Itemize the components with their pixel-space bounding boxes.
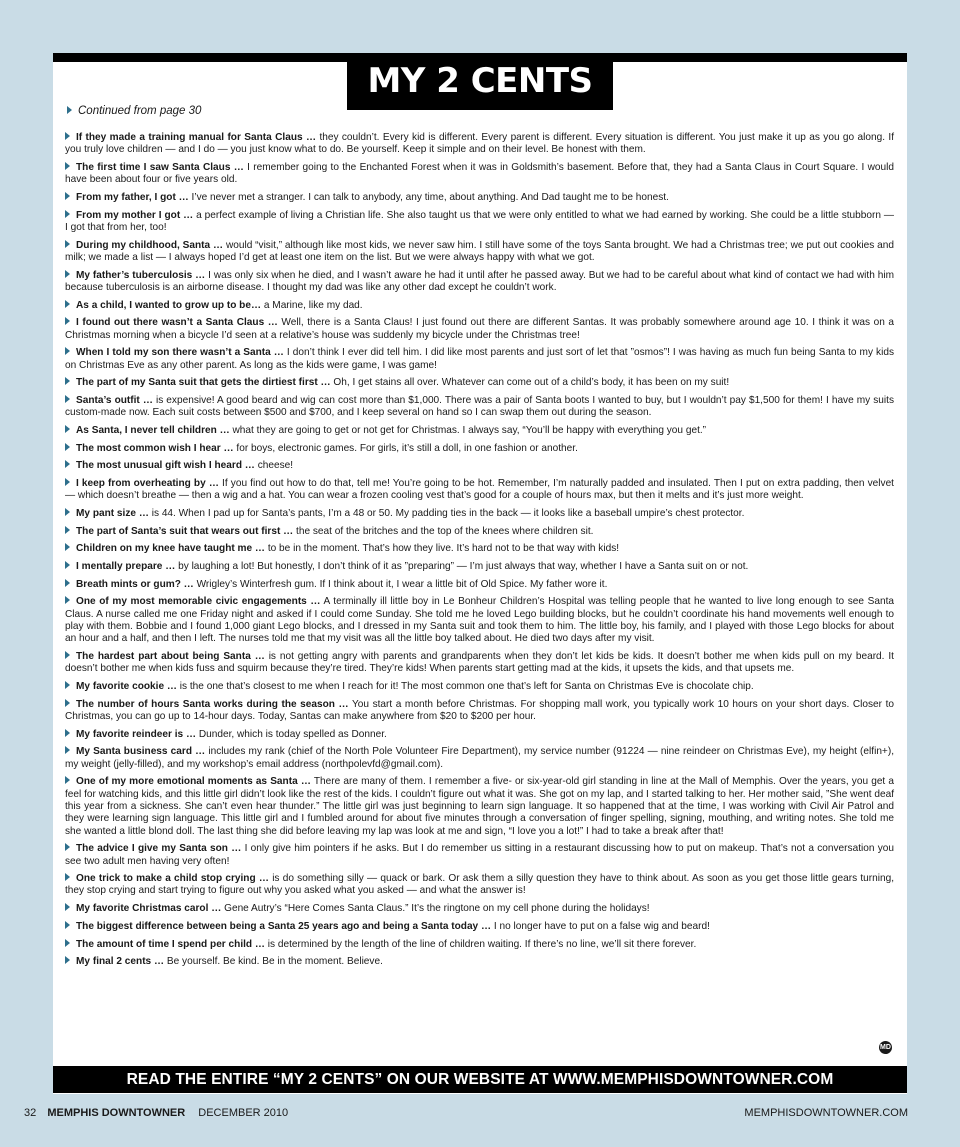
arrow-icon (65, 443, 70, 451)
footer-left (24, 1107, 288, 1119)
qa-lead: The hardest part about being Santa … (76, 651, 265, 662)
footer-website[interactable]: MEMPHISDOWNTOWNER.COM (744, 1107, 908, 1119)
qa-item (65, 192, 894, 204)
qa-item (65, 240, 894, 265)
qa-item (65, 921, 894, 933)
qa-answer: Be yourself. Be kind. Be in the moment. Believe. (164, 956, 383, 968)
arrow-icon (65, 746, 70, 754)
qa-lead: The part of my Santa suit that gets the dirtiest first … (76, 377, 331, 389)
qa-answer: they couldn’t. Every kid is different. Every parent is different. Every situation is different. You just make it up as you go along. If you truly love children — and I do — you just know what to do. Be yourself. Keep it simple and on their level. Be honest with them. (65, 132, 895, 156)
qa-lead: From my mother I got … (76, 209, 194, 221)
arrow-icon (65, 729, 70, 737)
qa-item (65, 776, 894, 837)
arrow-icon (65, 210, 70, 218)
qa-item (65, 651, 894, 676)
qa-answer: There are many of them. I remember a five- or six-year-old girl standing in line at the Mall of Memphis. Over the years, you get a feel for watching kids, and this little girl didn’t look like the rest of the kids. I couldn’t figure out what it was. She got on my lap, and I started talking to her. Her mother said, ”She went deaf this year from a sickness. She can’t even hear thunder.” The little girl was just beginning to learn sign language. It so happened that at the time, I was working with Civil Air Patrol and they were learning sign language. This little girl and I fumbled around for about five minutes through a conversation of finger spelling, signing, mouthing, and writing notes. She told me she wanted a little blond doll. The last thing she did before leaving my lap was look at me and sign, “I love you a lot!” I had to take a break after that! (65, 776, 894, 837)
arrow-icon (67, 106, 72, 114)
qa-item (65, 317, 894, 342)
arrow-icon (65, 681, 70, 689)
arrow-icon (65, 843, 70, 851)
magazine-page (53, 53, 907, 1094)
qa-lead: My favorite Christmas carol … (76, 903, 222, 915)
qa-lead: My favorite reindeer is … (76, 728, 197, 740)
qa-item (65, 425, 894, 437)
qa-answer: is not getting angry with parents and grandparents when they don’t let kids be kids. It doesn’t bother me when kids pull on my beard. It doesn’t bother me when kids fuss and squirm because they’re tired. They’re kids! When parents start getting mad at the kids, it upsets the kids, and that upsets me. (65, 651, 894, 675)
arrow-icon (65, 921, 70, 929)
arrow-icon (65, 300, 70, 308)
qa-lead: My Santa business card … (76, 746, 206, 758)
qa-answer: is the one that’s closest to me when I reach for it! The most common one that’s left for Santa on Christmas Eve is chocolate chip. (176, 680, 754, 692)
qa-lead: One of my more emotional moments as Santa … (76, 776, 311, 788)
arrow-icon (65, 347, 70, 355)
qa-lead: One trick to make a child stop crying … (76, 873, 269, 885)
arrow-icon (65, 425, 70, 433)
qa-lead: If they made a training manual for Santa Claus … (76, 132, 317, 143)
arrow-icon (65, 132, 70, 140)
qa-item (65, 596, 894, 645)
qa-answer: a perfect example of living a Christian life. She also taught us that we were only entitled to what we had earned by working. She could be a little stubborn — I got that from her, too! (65, 209, 894, 233)
arrow-icon (65, 162, 70, 170)
qa-lead: From my father, I got … (76, 191, 189, 203)
magazine-name: MEMPHIS DOWNTOWNER (47, 1107, 186, 1119)
qa-lead: I keep from overheating by … (76, 478, 219, 489)
qa-item (65, 956, 894, 968)
arrow-icon (65, 873, 70, 881)
qa-lead: My favorite cookie … (76, 680, 177, 692)
page-number: 32 (24, 1107, 37, 1119)
qa-answer: is expensive! A good beard and wig can cost more than $1,000. There was a pair of Santa boots I wanted to buy, but I wouldn’t pay $1,500 for them! I have my suits custom-made now. Each suit costs between $500 and $700, and I keep several on hand so I can swap them out during the season. (65, 394, 895, 419)
qa-lead: Children on my knee have taught me … (76, 543, 266, 555)
arrow-icon (65, 561, 70, 569)
qa-answer: a Marine, like my dad. (261, 299, 363, 311)
arrow-icon (65, 526, 70, 534)
qa-answer: A terminally ill little boy in Le Bonheur Children’s Hospital was telling people that he wanted to live long enough to see Santa Claus. A nurse called me one Friday night and asked if I could come Sunday. She told me he loved Lego building blocks, but he couldn’t coordinate his hand movements well enough to play with them. Bobbie and I found 1,000 giant Lego blocks, and I dressed in my Santa suit and took them to him. The little boy, his family, and I played with those Lego blocks for about an hour and a half, and then I left. The nurses told me that my visit was all the little boy talked about. He died two days after my visit. (65, 596, 894, 645)
arrow-icon (65, 651, 70, 659)
qa-lead: During my childhood, Santa … (76, 239, 224, 251)
arrow-icon (65, 939, 70, 947)
qa-item (65, 132, 894, 157)
qa-item (65, 377, 894, 389)
qa-lead: Santa’s outfit … (76, 394, 153, 406)
qa-item (65, 561, 894, 573)
qa-answer: I only give him pointers if he asks. But I do remember us sitting in a restaurant discussing how to put on makeup. That’s not a conversation you see two adult men having very often! (65, 843, 895, 867)
qa-lead: My final 2 cents … (76, 956, 165, 968)
qa-item (65, 210, 894, 235)
qa-lead: My father’s tuberculosis … (76, 269, 206, 281)
qa-answer: Wrigley’s Winterfresh gum. If I think about it, I wear a little bit of Old Spice. My father wore it. (193, 578, 608, 590)
qa-item (65, 543, 894, 555)
qa-answer: the seat of the britches and the top of the knees where children sit. (293, 525, 594, 537)
continued-note (67, 105, 201, 117)
qa-lead: When I told my son there wasn’t a Santa … (76, 347, 284, 359)
qa-lead: The biggest difference between being a Santa 25 years ago and being a Santa today … (76, 920, 492, 932)
arrow-icon (65, 478, 70, 486)
qa-item (65, 681, 894, 693)
qa-item (65, 460, 894, 472)
website-banner[interactable]: READ THE ENTIRE “MY 2 CENTS” ON OUR WEBSITE AT WWW.MEMPHISDOWNTOWNER.COM (53, 1066, 907, 1093)
qa-item (65, 579, 894, 591)
arrow-icon (65, 460, 70, 468)
qa-list (65, 132, 894, 974)
arrow-icon (65, 699, 70, 707)
qa-lead: The number of hours Santa works during the season … (76, 698, 349, 710)
qa-answer: Gene Autry’s “Here Comes Santa Claus.” It’s the ringtone on my cell phone during the holidays! (221, 903, 650, 915)
page-title: MY 2 CENTS (347, 53, 613, 110)
qa-answer: by laughing a lot! But honestly, I don’t think of it as ”preparing” — I’m just always that way, whether I have a Santa suit on or not. (175, 561, 749, 573)
qa-lead: The most unusual gift wish I heard … (76, 460, 255, 472)
qa-answer: Dunder, which is today spelled as Donner. (196, 728, 387, 740)
qa-item (65, 162, 894, 187)
qa-lead: The part of Santa’s suit that wears out first … (76, 525, 294, 537)
qa-answer: Oh, I get stains all over. Whatever can come out of a child’s body, it has been on my suit! (330, 377, 730, 389)
arrow-icon (65, 776, 70, 784)
arrow-icon (65, 270, 70, 278)
qa-lead: As a child, I wanted to grow up to be… (76, 299, 262, 311)
qa-lead: One of my most memorable civic engagements … (76, 596, 321, 608)
qa-answer: I don’t think I ever did tell him. I did like most parents and just sort of let that ”osmos”! I was having as much fun being Santa to my kids on Christmas Eve as any other parent. As long as the kids were game, I was game! (65, 347, 894, 371)
qa-item (65, 443, 894, 455)
qa-item (65, 939, 894, 951)
qa-item (65, 843, 894, 868)
qa-answer: to be in the moment. That’s how they live. It’s hard not to be that way with kids! (265, 543, 620, 555)
qa-lead: I mentally prepare … (76, 561, 176, 573)
qa-answer: You start a month before Christmas. For shopping mall work, you typically work 10 hours on your short days. Closer to Christmas, you can go up to 14-hour days. Today, Santas can make anywhere from $20 to $200 per hour. (65, 698, 894, 722)
qa-lead: The most common wish I hear … (76, 442, 234, 454)
qa-answer: cheese! (254, 460, 294, 472)
qa-item (65, 746, 894, 771)
qa-item (65, 478, 894, 503)
qa-answer: I’ve never met a stranger. I can talk to anybody, any time, about anything. And Dad taught me to be honest. (188, 191, 669, 203)
arrow-icon (65, 543, 70, 551)
qa-answer: would “visit,” although like most kids, we never saw him. I still have some of the toys Santa brought. We had a Christmas tree; we put out cookies and milk; we made a list — I always hoped I’d get at least one item on the list. But we were always happy with what we got. (65, 239, 894, 263)
arrow-icon (65, 192, 70, 200)
qa-item (65, 873, 894, 898)
qa-lead: My pant size … (76, 507, 149, 519)
qa-answer: I no longer have to put on a false wig and beard! (491, 920, 710, 932)
qa-item (65, 270, 894, 295)
qa-item (65, 347, 894, 372)
qa-lead: The first time I saw Santa Claus … (76, 161, 244, 173)
qa-answer: If you find out how to do that, tell me! You’re going to be hot. Remember, I’m naturally padded and insulated. Then I put on extra padding, then velvet — which doesn’t breathe — then a wig and a hat. You can wear a frozen cooling vest that’s good for a couple of hours max, but then it melts and it’s just more weight. (65, 478, 894, 502)
qa-lead: The amount of time I spend per child … (76, 938, 265, 950)
arrow-icon (65, 903, 70, 911)
qa-answer: includes my rank (chief of the North Pole Volunteer Fire Department), my service number (91224 — nine reindeer on Christmas Eve), my height (elfin+), my weight (jelly-filled), and my workshop’s email address (northpolevfd@gmail.com). (65, 746, 894, 770)
issue-date: DECEMBER 2010 (198, 1107, 289, 1119)
qa-item (65, 395, 894, 420)
end-mark-icon: MD (879, 1041, 892, 1054)
qa-item (65, 526, 894, 538)
qa-lead: Breath mints or gum? … (76, 578, 194, 590)
qa-item (65, 699, 894, 724)
qa-item (65, 508, 894, 520)
qa-answer: is determined by the length of the line of children waiting. If there’s no line, we’ll sit there forever. (265, 938, 697, 950)
arrow-icon (65, 956, 70, 964)
arrow-icon (65, 317, 70, 325)
qa-item (65, 729, 894, 741)
qa-answer: I remember going to the Enchanted Forest when it was in Goldsmith’s basement. Before that, they had a Santa Claus in Court Square. I would have been about four or five years old. (65, 161, 894, 186)
qa-answer: Well, there is a Santa Claus! I just found out there are different Santas. It was probably somewhere around age 10. I think it was on a Christmas morning when a bicycle I’d seen at a relative’s house was suddenly my bicycle under the Christmas tree! (65, 317, 895, 341)
qa-lead: The advice I give my Santa son … (76, 843, 242, 855)
qa-lead: As Santa, I never tell children … (76, 424, 230, 436)
arrow-icon (65, 596, 70, 604)
arrow-icon (65, 508, 70, 516)
qa-answer: what they are going to get or not get for Christmas. I always say, “You’ll be happy with everything you get.” (229, 424, 707, 436)
arrow-icon (65, 395, 70, 403)
qa-item (65, 903, 894, 915)
qa-answer: for boys, electronic games. For girls, it’s still a doll, in one fashion or another. (233, 442, 578, 454)
continued-text: Continued from page 30 (78, 105, 202, 117)
arrow-icon (65, 240, 70, 248)
qa-answer: is do something silly — quack or bark. Or ask them a silly question they have to think about. As soon as you get those little gears turning, they stop crying and start trying to figure out why you asked what you asked — and what the answer is! (65, 873, 895, 897)
qa-lead: I found out there wasn’t a Santa Claus … (76, 317, 278, 329)
qa-answer: I was only six when he died, and I wasn’t aware he had it until after he passed away. But we had to be careful about what kind of contact we had with him because tuberculosis is an airborne disease. I thought my dad was like any other dad except he couldn’t work. (65, 269, 894, 293)
qa-item (65, 300, 894, 312)
arrow-icon (65, 579, 70, 587)
arrow-icon (65, 377, 70, 385)
qa-answer: is 44. When I pad up for Santa’s pants, I’m a 48 or 50. My padding ties in the back — it looks like a baseball umpire’s chest protector. (148, 507, 745, 519)
